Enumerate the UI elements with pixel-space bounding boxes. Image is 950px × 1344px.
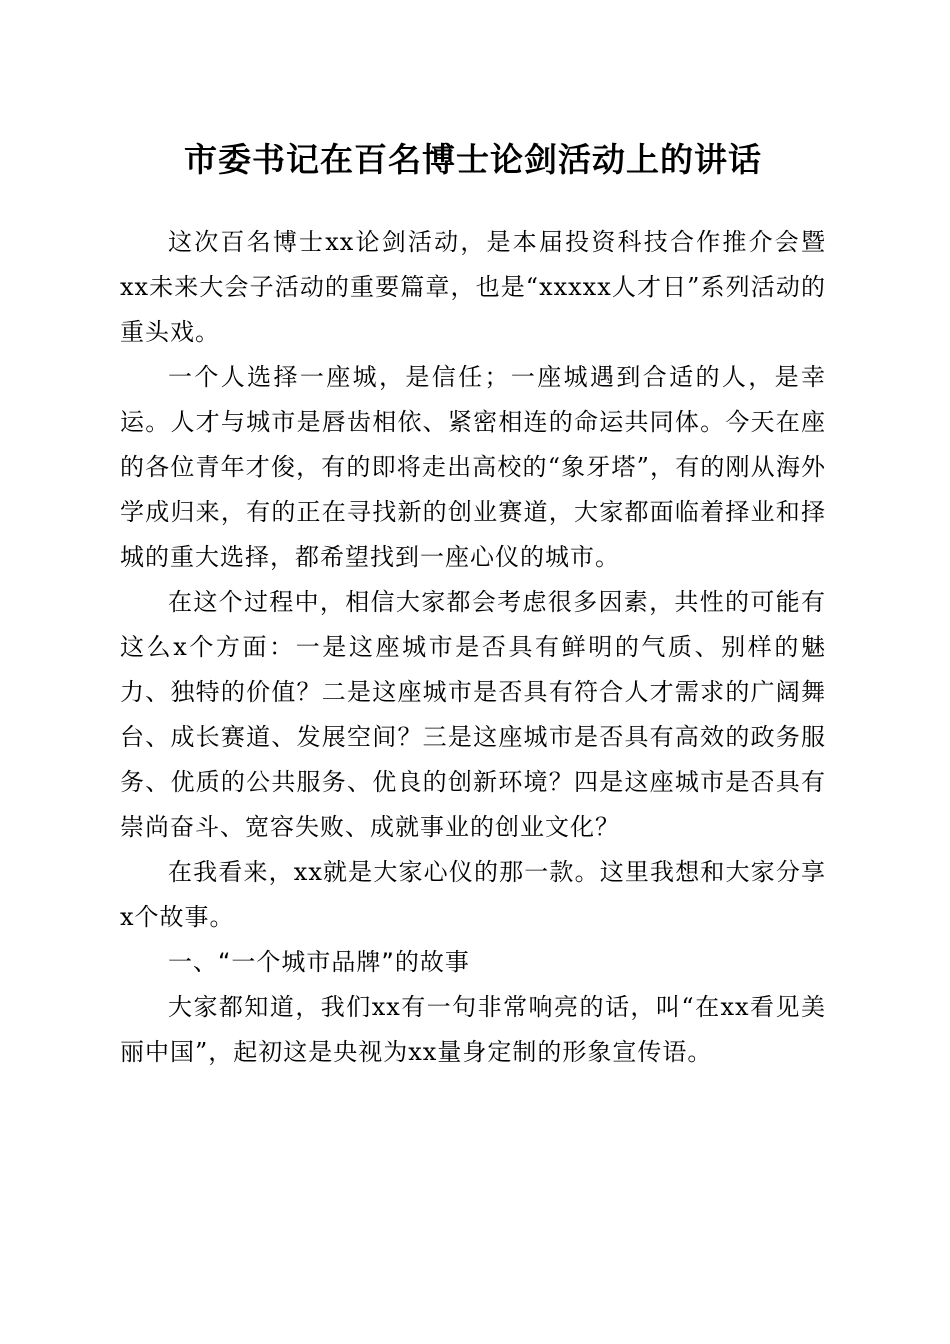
section-heading: 一、“一个城市品牌”的故事 bbox=[168, 948, 470, 976]
document-page bbox=[120, 136, 826, 1075]
document-title: 市委书记在百名博士论剑活动上的讲话 bbox=[184, 140, 762, 179]
paragraph-stories-intro: 在我看来，xx就是大家心仪的那一款。这里我想和大家分享x个故事。 bbox=[120, 858, 826, 931]
paragraph-factors: 在这个过程中，相信大家都会考虑很多因素，共性的可能有这么x个方面：一是这座城市是否具有鲜明的气质、别样的魅力、独特的价值？二是这座城市是否具有符合人才需求的广阔舞台、成长赛道、发展空间？三是这座城市是否具有高效的政务服务、优质的公共服务、优良的创新环境？四是这座城市是否具有崇尚奋斗、宽容失败、成就事业的创业文化？ bbox=[120, 588, 826, 841]
paragraph-city-brand: 大家都知道，我们xx有一句非常响亮的话，叫“在xx看见美丽中国”，起初这是央视为xx量身定制的形象宣传语。 bbox=[120, 993, 826, 1066]
paragraph-intro: 这次百名博士xx论剑活动，是本届投资科技合作推介会暨xx未来大会子活动的重要篇章，也是“xxxxx人才日”系列活动的重头戏。 bbox=[120, 228, 826, 346]
paragraph-city-choice: 一个人选择一座城，是信任；一座城遇到合适的人，是幸运。人才与城市是唇齿相依、紧密相连的命运共同体。今天在座的各位青年才俊，有的即将走出高校的“象牙塔”，有的刚从海外学成归来，有的正在寻找新的创业赛道，大家都面临着择业和择城的重大选择，都希望找到一座心仪的城市。 bbox=[120, 363, 826, 571]
